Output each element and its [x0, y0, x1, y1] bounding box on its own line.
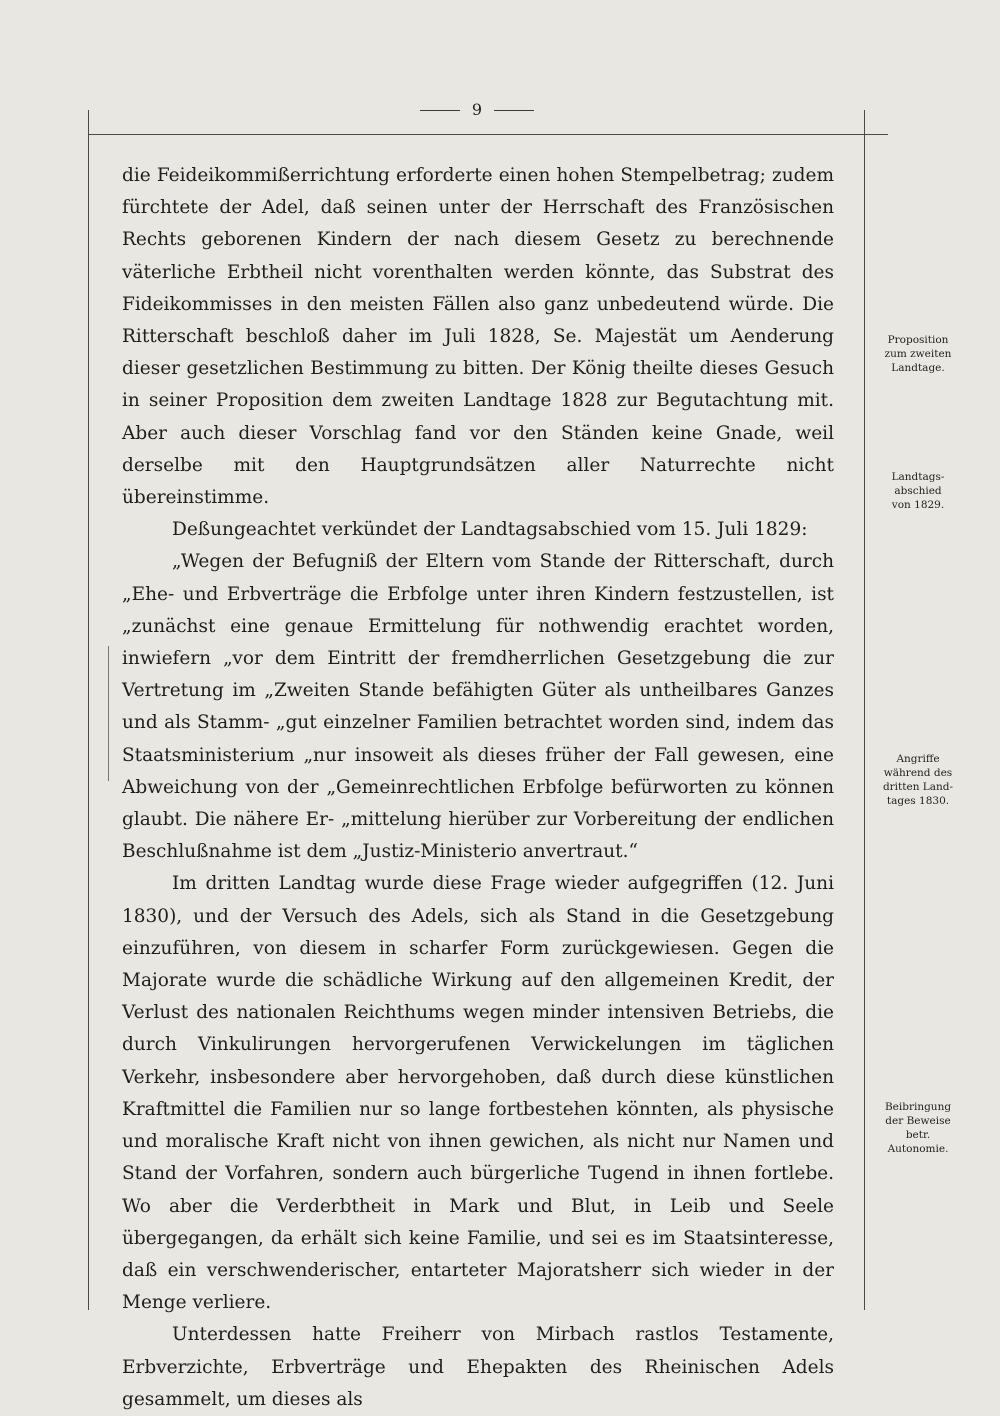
- margin-note-line: Beibringung: [884, 1101, 952, 1113]
- margin-note-angriffe: [872, 752, 964, 808]
- margin-note-line: betr.: [905, 1129, 931, 1141]
- margin-note-proposition: [872, 333, 964, 375]
- main-text: [122, 160, 834, 1416]
- quotation-block: [122, 546, 834, 868]
- margin-note-line: Angriffe: [896, 753, 940, 765]
- paragraph: Unterdessen hatte Freiherr von Mirbach rastlos Testamente, Erbverzichte, Erbverträge und Ehepakten des Rheinischen Adels gesammelt, um dieses als: [122, 1324, 834, 1410]
- margin-note-line: Proposition: [887, 334, 949, 346]
- paragraph: die Feideikommißerrichtung erforderte einen hohen Stempelbetrag; zudem fürchtete der Adel, daß seinen unter der Herrschaft des Französischen Rechts geborenen Kindern der nach diesem Gesetz zu berechnende väterliche Erbtheil nicht vorenthalten werden könnte, das Substrat des Fideikommisses in den meisten Fällen also ganz unbedeutend würde. Die Ritterschaft beschloß daher im Juli 1828, Se. Majestät um Aenderung dieser gesetzlichen Bestimmung zu bitten. Der König theilte dieses Gesuch in seiner Proposition dem zweiten Landtage 1828 zur Begutachtung mit. Aber auch dieser Vorschlag fand vor den Ständen keine Gnade, weil derselbe mit den Hauptgrundsätzen aller Naturrechte nicht übereinstimme.: [122, 165, 834, 509]
- page-number-dash-left: [420, 110, 460, 111]
- quote-margin-line: [108, 646, 109, 781]
- paragraph: Im dritten Landtag wurde diese Frage wieder aufgegriffen (12. Juni 1830), und der Versuch des Adels, sich als Stand in die Gesetzgebung einzuführen, von diesem in scharfer Form zurückgewiesen. Gegen die Majorate wurde die schädliche Wirkung auf den allgemeinen Kredit, der Verlust des nationalen Reichthums wegen minder intensiven Betriebs, die durch Vinkulirungen hervorgerufenen Verwickelungen im täglichen Verkehr, insbesondere aber hervorgehoben, daß durch diese künstlichen Kraftmittel die Familien nur so lange fortbestehen könnten, als physische und moralische Kraft nicht von ihnen gewichen, als nicht nur Namen und Stand der Vorfahren, sondern auch bürgerliche Tugend in ihnen fortlebe. Wo aber die Verderbtheit in Mark und Blut, in Leib und Seele übergegangen, da erhält sich keine Familie, und sei es im Staatsinteresse, daß ein verschwenderischer, entarteter Majoratsherr sich wieder in der Menge verliere.: [122, 873, 834, 1314]
- margin-note-line: abschied: [894, 485, 942, 497]
- margin-note-line: der Beweise: [885, 1115, 951, 1127]
- quotation-text: „Wegen der Befugniß der Eltern vom Stande der Ritterschaft, durch „Ehe- und Erbverträge die Erbfolge unter ihren Kindern festzustellen, ist „zunächst eine genaue Ermittelung für nothwendig erachtet worden, inwiefern „vor dem Eintritt der fremdherrlichen Gesetzgebung die zur Vertretung im „Zweiten Stande befähigten Güter als untheilbares Ganzes und als Stamm- „gut einzelner Familien betrachtet worden sind, indem das Staatsministerium „nur insoweit als dieses früher der Fall gewesen, eine Abweichung von der „Gemeinrechtlichen Erbfolge befürworten zu können glaubt. Die nähere Er- „mittelung hierüber zur Vorbereitung der endlichen Beschlußnahme ist dem „Justiz-Ministerio anvertraut.“: [122, 551, 834, 863]
- top-rule: [88, 134, 888, 135]
- page-number: [0, 100, 954, 120]
- margin-note-line: Landtage.: [891, 362, 945, 374]
- margin-note-landtagsabschied: [872, 470, 964, 512]
- left-rule: [88, 110, 89, 1310]
- margin-note-line: Autonomie.: [887, 1143, 949, 1155]
- margin-note-line: zum zweiten: [884, 348, 952, 360]
- margin-note-beibringung: [872, 1100, 964, 1156]
- paragraph: Deßungeachtet verkündet der Landtagsabschied vom 15. Juli 1829:: [172, 519, 808, 541]
- page-number-dash-right: [494, 110, 534, 111]
- margin-note-line: tages 1830.: [886, 795, 950, 807]
- page-number-text: 9: [471, 100, 483, 119]
- margin-note-line: während des: [883, 767, 953, 779]
- margin-note-line: dritten Land-: [882, 781, 954, 793]
- right-rule: [864, 110, 865, 1310]
- margin-note-line: Landtags-: [891, 471, 945, 483]
- margin-note-line: von 1829.: [891, 499, 945, 511]
